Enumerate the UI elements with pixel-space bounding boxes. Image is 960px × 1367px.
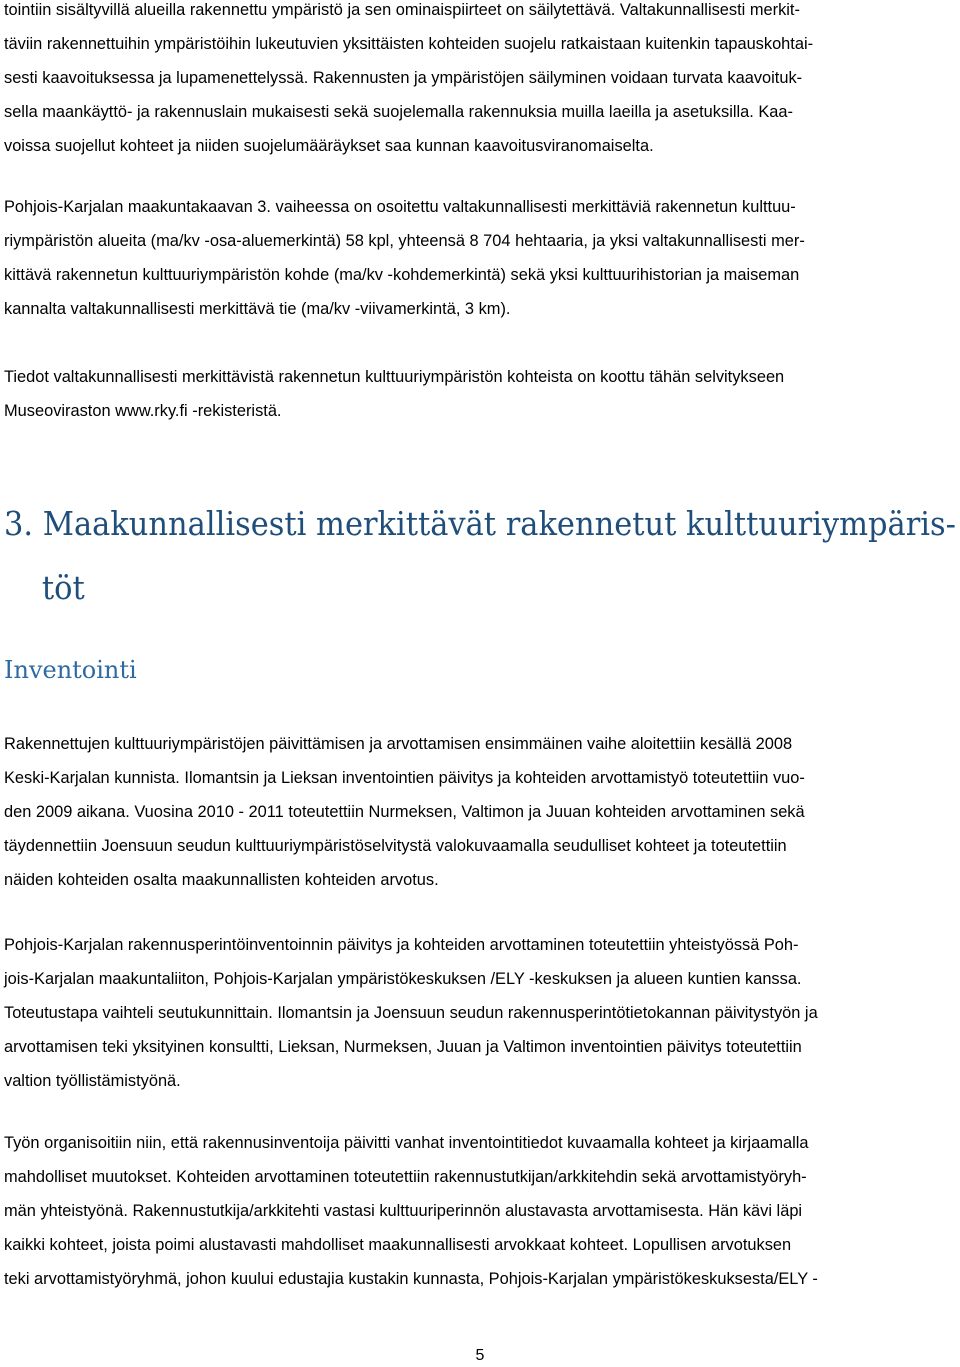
paragraph-intro [4, 0, 813, 163]
paragraph-inventointi-1 [4, 727, 805, 897]
chapter-heading-line: töt [41, 568, 85, 607]
text-line: Tiedot valtakunnallisesti merkittävistä rakennetun kulttuuriympäristön kohteista on koottu tähän selvitykseen [4, 368, 785, 386]
text-line: arvottamisen teki yksityinen konsultti, Lieksan, Nurmeksen, Juuan ja Valtimon inventointien päivitys toteutettiin [4, 1038, 802, 1056]
text-line: Pohjois-Karjalan maakuntakaavan 3. vaiheessa on osoitettu valtakunnallisesti merkittäviä rakennetun kulttuu- [4, 198, 796, 216]
text-line: Keski-Karjalan kunnista. Ilomantsin ja Lieksan inventointien päivitys ja kohteiden arvottamistyö toteutettiin vuo- [4, 769, 805, 787]
text-line: Museoviraston www.rky.fi -rekisteristä. [4, 402, 282, 420]
text-line: Toteutustapa vaihteli seutukunnittain. Ilomantsin ja Joensuun seudun rakennusperintötietokannan päivitystyön ja [4, 1004, 818, 1022]
text-line: mahdolliset muutokset. Kohteiden arvottaminen toteutettiin rakennustutkijan/arkkitehdin sekä arvottamistyöryh- [4, 1168, 807, 1186]
text-line: tointiin sisältyvillä alueilla rakennettu ympäristö ja sen ominaispiirteet on säilytettävä. Valtakunnallisesti merkit- [4, 1, 800, 19]
text-line: sesti kaavoituksessa ja lupamenettelyssä. Rakennusten ja ympäristöjen säilyminen voidaan turvata kaavoituk- [4, 69, 803, 87]
text-line: män yhteistyönä. Rakennustutkija/arkkitehti vastasi kulttuuriperinnön alustavasta arvottamisesta. Hän kävi läpi [4, 1202, 803, 1220]
chapter-heading [4, 492, 960, 620]
text-line: Pohjois-Karjalan rakennusperintöinventoinnin päivitys ja kohteiden arvottaminen toteutettiin yhteistyössä Poh- [4, 936, 799, 954]
text-line: riympäristön alueita (ma/kv -osa-aluemerkintä) 58 kpl, yhteensä 8 704 hehtaaria, ja yksi valtakunnallisesti mer- [4, 232, 805, 250]
chapter-heading-line [4, 492, 956, 556]
text-line: kaikki kohteet, joista poimi alustavasti mahdolliset maakunnallisesti arvokkaat kohteet. Lopullisen arvotuksen [4, 1236, 792, 1254]
paragraph-inventointi-2 [4, 928, 818, 1098]
text-line: kannalta valtakunnallisesti merkittävä tie (ma/kv -viivamerkintä, 3 km). [4, 300, 511, 318]
text-line: täviin rakennettuihin ympäristöihin lukeutuvien yksittäisten kohteiden suojelu ratkaistaan kuitenkin tapauskohtai- [4, 35, 814, 53]
text-line: Työn organisoitiin niin, että rakennusinventoija päivitti vanhat inventointitiedot kuvaamalla kohteet ja kirjaamalla [4, 1134, 809, 1152]
text-line: täydennettiin Joensuun seudun kulttuuriympäristöselvitystä valokuvaamalla seudulliset kohteet ja toteutettiin [4, 837, 787, 855]
text-line: valtion työllistämistyönä. [4, 1072, 181, 1090]
text-line: den 2009 aikana. Vuosina 2010 - 2011 toteutettiin Nurmeksen, Valtimon ja Juuan kohteiden arvottaminen sekä [4, 803, 805, 821]
section-heading-inventointi: Inventointi [4, 656, 137, 684]
text-line: voissa suojellut kohteet ja niiden suojelumääräykset saa kunnan kaavoitusviranomaiselta. [4, 137, 654, 155]
text-line: sella maankäyttö- ja rakennuslain mukaisesti sekä suojelemalla rakennuksia muilla laeilla ja asetuksilla. Kaa- [4, 103, 793, 121]
text-line: näiden kohteiden osalta maakunnallisten kohteiden arvotus. [4, 871, 439, 889]
text-line: jois-Karjalan maakuntaliiton, Pohjois-Karjalan ympäristökeskuksen /ELY -keskuksen ja alueen kuntien kanssa. [4, 970, 802, 988]
text-line: Rakennettujen kulttuuriympäristöjen päivittämisen ja arvottamisen ensimmäinen vaihe aloitettiin kesällä 2008 [4, 735, 793, 753]
chapter-title-part: Maakunnallisesti merkittävät rakennetut kulttuuriympäris- [42, 504, 956, 543]
paragraph-tiedot [4, 360, 784, 428]
text-line: teki arvottamistyöryhmä, johon kuului edustajia kustakin kunnasta, Pohjois-Karjalan ympäristökeskuksesta/ELY - [4, 1270, 818, 1288]
chapter-number: 3. [4, 504, 34, 543]
page-number: 5 [475, 1347, 485, 1364]
paragraph-maakuntakaava [4, 190, 805, 326]
text-line: kittävä rakennetun kulttuuriympäristön kohde (ma/kv -kohdemerkintä) sekä yksi kulttuurihistorian ja maiseman [4, 266, 800, 284]
paragraph-inventointi-3 [4, 1126, 818, 1296]
